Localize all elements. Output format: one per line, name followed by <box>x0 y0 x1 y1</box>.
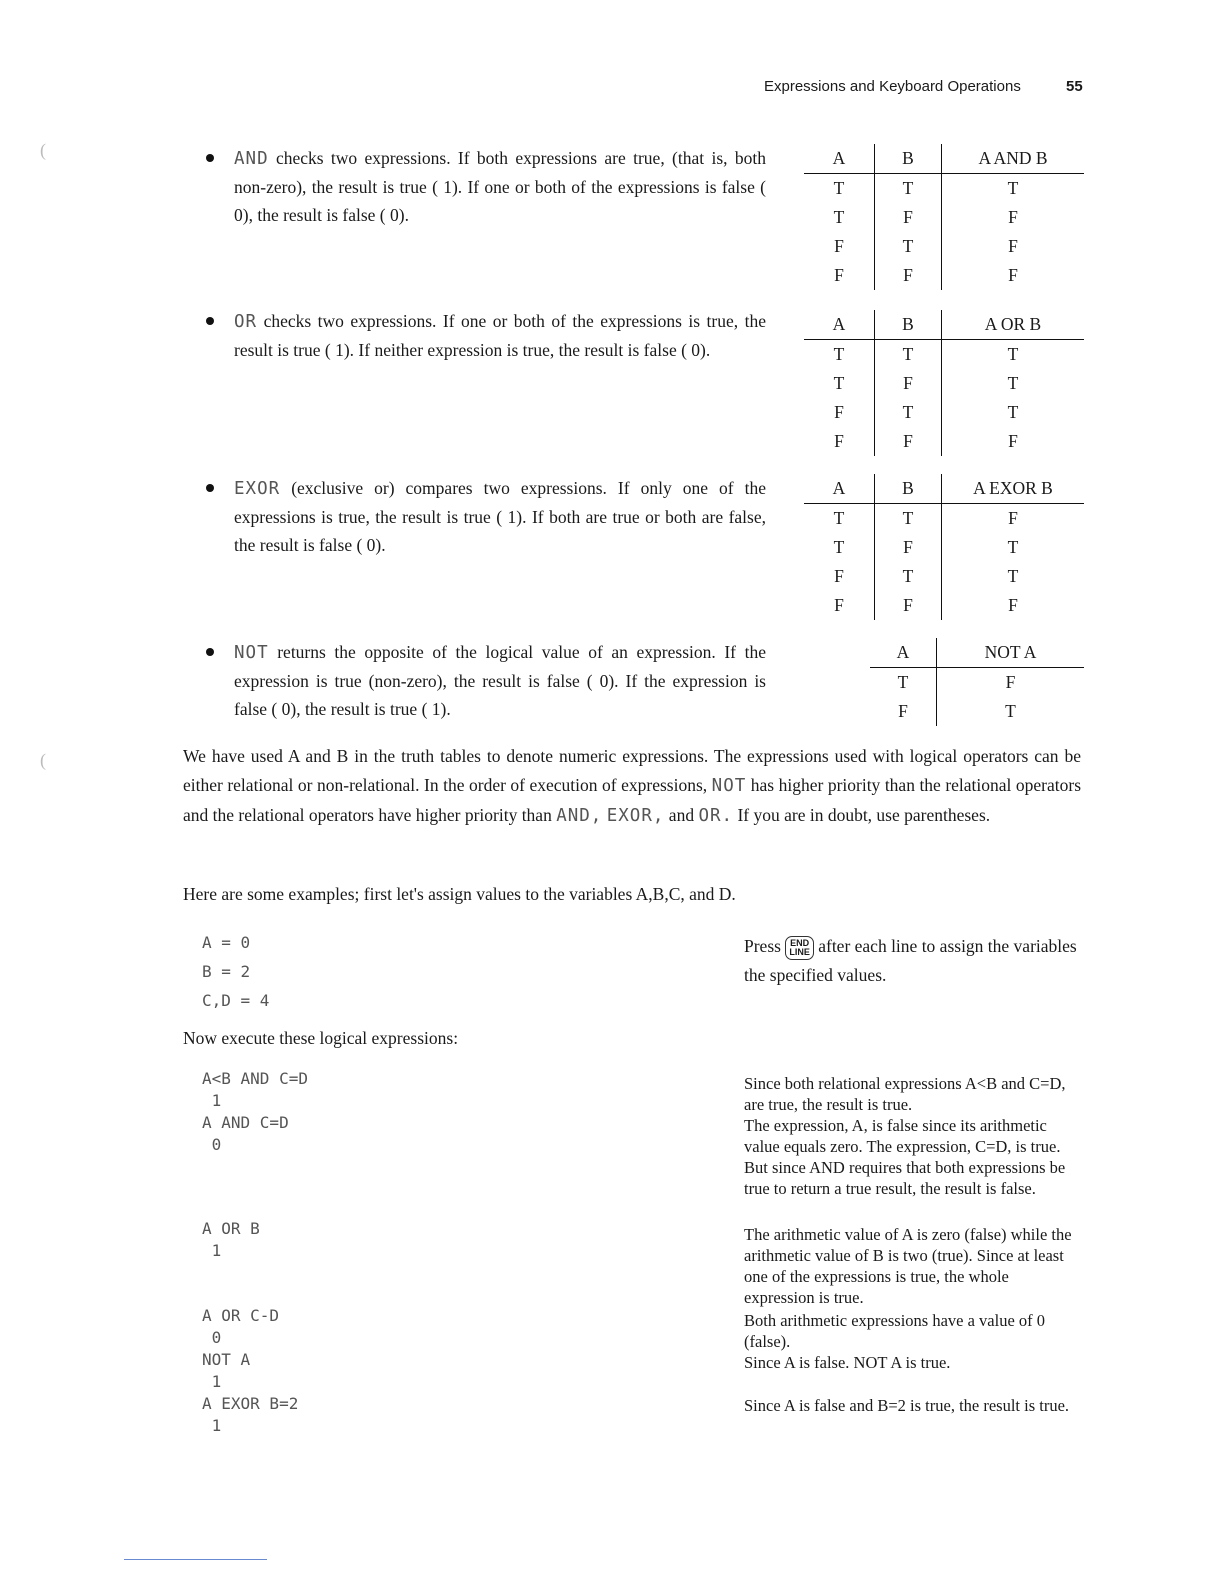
table-row: T F F <box>804 203 1084 232</box>
table-row: F F F <box>804 591 1084 620</box>
table-row: T T T <box>804 174 1084 204</box>
bullet-and <box>206 144 766 229</box>
bullet-exor <box>206 474 766 559</box>
bullet-not <box>206 638 766 723</box>
keyword-exor: EXOR <box>234 479 281 499</box>
note-2: The expression, A, is false since its arithmetic value equals zero. The expression, C=D, is true. But since AND requires that both expressions be true to return a true result, the result is false. <box>744 1116 1066 1198</box>
page-number: 55 <box>1066 78 1083 95</box>
table-row: F T F <box>804 232 1084 261</box>
table-row: F T T <box>804 398 1084 427</box>
assign-note: Press END LINE after each line to assign the variables the specified values. <box>744 936 1077 985</box>
footer-rule <box>124 1559 267 1560</box>
bullet-dot <box>206 154 214 162</box>
keyword-and: AND <box>234 149 269 169</box>
assign-code: A = 0 B = 2 C,D = 4 <box>202 933 270 1010</box>
table-row: T F T <box>804 533 1084 562</box>
bullet-dot <box>206 484 214 492</box>
truth-table-exor <box>804 474 1084 620</box>
bullet-dot <box>206 317 214 325</box>
note-6: Since A is false and B=2 is true, the result is true. <box>744 1396 1070 1415</box>
scan-mark: ( <box>40 750 46 770</box>
note-1: Since both relational expressions A<B and C=D, are true, the result is true. <box>744 1074 1066 1114</box>
table-row: F F F <box>804 427 1084 456</box>
table-row: T T T <box>804 340 1084 370</box>
bullet-or-text: checks two expressions. If one or both of the expressions is true, the result is true ( 1). If neither expression is true, the result is false ( 0). <box>234 311 766 360</box>
bullet-dot <box>206 648 214 656</box>
th-result: A EXOR B <box>942 474 1085 504</box>
note-4: Both arithmetic expressions have a value of 0 (false). <box>744 1311 1046 1351</box>
th-a: A <box>870 638 937 668</box>
body-paragraph: We have used A and B in the truth tables to denote numeric expressions. The expressions used with logical operators can be either relational or non-relational. In the order of execution of expressions, NOT has higher priority than the relational operators and the relational operators have higher priority than AND, EXOR, and OR. If you are in doubt, use parentheses. <box>183 746 1082 826</box>
keyword-not: NOT <box>234 643 269 663</box>
table-row: T F T <box>804 369 1084 398</box>
bullet-not-text: returns the opposite of the logical value of an expression. If the expression is true (non-zero), the result is false ( 0). If the expression is false ( 0), the result is true ( 1). <box>234 642 766 719</box>
th-a: A <box>804 144 875 174</box>
th-b: B <box>875 474 942 504</box>
th-result: A AND B <box>942 144 1085 174</box>
th-result: NOT A <box>937 638 1085 668</box>
th-a: A <box>804 474 875 504</box>
truth-table-and <box>804 144 1084 290</box>
bullet-and-text: checks two expressions. If both expressions are true, (that is, both non-zero), the result is true ( 1). If one or both of the expressions is false ( 0), the result is false ( 0). <box>234 148 766 225</box>
code-example-1: A<B AND C=D 1 A AND C=D 0 <box>202 1069 308 1154</box>
scan-mark: ( <box>40 140 46 160</box>
header-title: Expressions and Keyboard Operations <box>764 78 1021 95</box>
bullet-exor-text: (exclusive or) compares two expressions. If only one of the expressions is true, the result is true ( 1). If both are true or both are false, the result is false ( 0). <box>234 478 766 555</box>
code-example-3: A OR C-D 0 NOT A 1 A EXOR B=2 1 <box>202 1306 299 1435</box>
bullet-or <box>206 307 766 364</box>
table-row: F T <box>870 697 1084 726</box>
table-row: F T T <box>804 562 1084 591</box>
note-3: The arithmetic value of A is zero (false) while the arithmetic value of B is two (true). Since at least one of the expressions is true, the whole expression is true. <box>744 1225 1072 1307</box>
table-row: T T F <box>804 504 1084 534</box>
th-b: B <box>875 310 942 340</box>
th-a: A <box>804 310 875 340</box>
execute-intro: Now execute these logical expressions: <box>183 1028 459 1048</box>
truth-table-or <box>804 310 1084 456</box>
keyword-or: OR <box>234 312 258 332</box>
table-row: F F F <box>804 261 1084 290</box>
end-line-key-icon: END LINE <box>785 936 814 960</box>
th-result: A OR B <box>942 310 1085 340</box>
code-example-2: A OR B 1 <box>202 1219 260 1260</box>
table-row: T F <box>870 668 1084 698</box>
th-b: B <box>875 144 942 174</box>
examples-intro: Here are some examples; first let's assign values to the variables A,B,C, and D. <box>183 884 736 904</box>
running-header <box>764 78 1094 95</box>
note-5: Since A is false. NOT A is true. <box>744 1353 951 1372</box>
truth-table-not <box>870 638 1084 726</box>
